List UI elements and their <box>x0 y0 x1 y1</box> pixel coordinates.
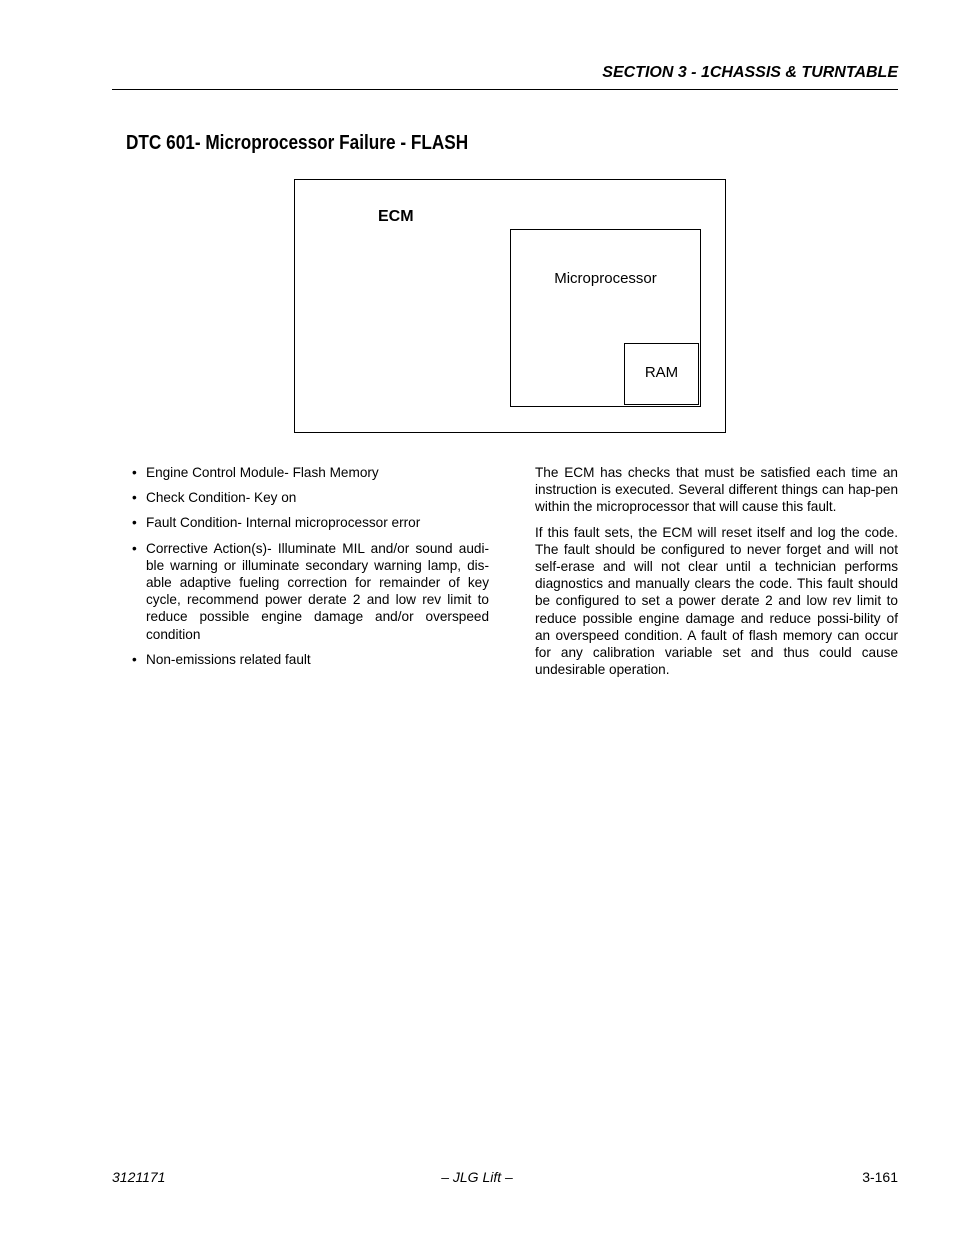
page-title: DTC 601- Microprocessor Failure - FLASH <box>126 132 469 154</box>
ecm-label: ECM <box>378 208 414 225</box>
list-item <box>132 489 489 506</box>
list-item-text: Corrective Action(s)- Illuminate MIL and/or sound audi-ble warning or illuminate secondary warning lamp, dis-able adaptive fueling correction for remainder of key cycle, recommend power derate 2 and low rev limit to reduce possible engine damage and/or overspeed condition <box>146 540 489 642</box>
section-header: SECTION 3 - 1CHASSIS & TURNTABLE <box>602 64 898 81</box>
bullet-icon: • <box>132 490 137 506</box>
list-item <box>132 514 489 531</box>
list-item-text: Check Condition- Key on <box>146 490 297 506</box>
bullet-icon: • <box>132 540 137 556</box>
microprocessor-label: Microprocessor <box>554 270 657 287</box>
list-item <box>132 464 489 481</box>
ram-label: RAM <box>644 364 679 381</box>
description-paragraph: If this fault sets, the ECM will reset itself and log the code. The fault should be configured to never forget and will not self-erase and will not clear until a technician performs diagnostics and manually clears the code. This fault should be configured to set a power derate 2 and low rev limit to reduce possible engine damage and reduce possi-bility of an overspeed condition. A fault of flash memory can occur for any calibration variable set and thus could cause undesirable operation. <box>535 524 898 678</box>
list-item <box>132 651 489 668</box>
list-item-text: Engine Control Module- Flash Memory <box>146 465 379 480</box>
page-number: 3-161 <box>862 1169 898 1185</box>
list-item-text: Non-emissions related fault <box>146 651 311 667</box>
condition-list <box>132 464 489 676</box>
header-divider <box>112 89 898 90</box>
list-item-text: Fault Condition- Internal microprocessor error <box>146 515 421 531</box>
bullet-icon: • <box>132 465 137 480</box>
description-paragraph: The ECM has checks that must be satisfied each time an instruction is executed. Several different things can hap-pen within the microprocessor that will cause this fault. <box>535 465 898 515</box>
description-column <box>535 464 898 686</box>
bullet-icon: • <box>132 651 137 667</box>
bullet-icon: • <box>132 515 137 531</box>
document-number: 3121171 <box>112 1169 166 1185</box>
list-item <box>132 540 489 643</box>
footer-brand: – JLG Lift – <box>441 1169 513 1185</box>
